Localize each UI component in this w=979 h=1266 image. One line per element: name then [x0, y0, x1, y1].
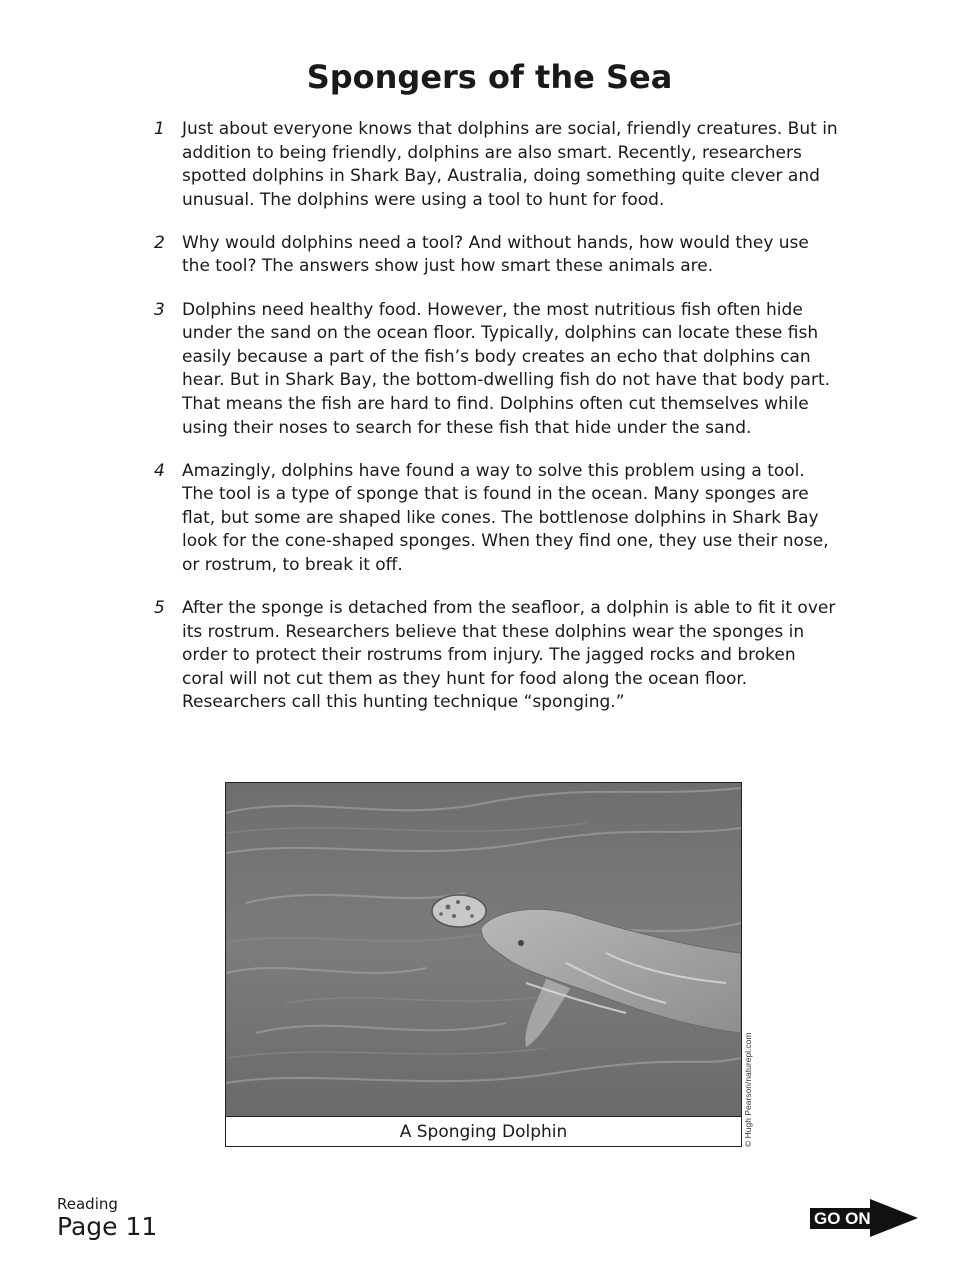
go-on-indicator: [810, 1197, 920, 1239]
photo-credit: © Hugh Pearson/naturepl.com: [743, 1032, 753, 1147]
paragraph-text: Just about everyone knows that dolphins are social, friendly creatures. But in addition to being friendly, dolphins are also smart. Recently, researchers spotted dolphins in Shark Bay, Australia, doing something quite clever and unusual. The dolphins were using a tool to hunt for food.: [182, 119, 838, 210]
paragraph-4: [150, 460, 840, 578]
section-label: Reading: [57, 1195, 118, 1213]
paragraph-3: [150, 299, 840, 441]
photo-figure: [225, 782, 742, 1147]
paragraph-number: 4: [154, 460, 165, 481]
paragraph-number: 3: [154, 299, 165, 320]
paragraph-text: Dolphins need healthy food. However, the most nutritious fish often hide under the sand on the ocean floor. Typically, dolphins can locate these fish easily because a part of the fish’s body creates an echo that dolphins can hear. But in Shark Bay, the bottom-dwelling fish do not have that body part. That means the fish are hard to find. Dolphins often cut themselves while using their noses to search for these fish that hide under the sand.: [182, 299, 831, 438]
paragraph-2: [150, 232, 840, 279]
dolphin-photo-illustration: [226, 783, 741, 1116]
paragraph-text: Why would dolphins need a tool? And without hands, how would they use the tool? The answers show just how smart these animals are.: [182, 232, 809, 277]
figure-caption: A Sponging Dolphin: [399, 1122, 568, 1142]
page-number: Page 11: [57, 1212, 158, 1241]
paragraph-5: [150, 597, 840, 715]
paragraph-number: 1: [154, 119, 165, 139]
page-title: Spongers of the Sea: [306, 58, 673, 96]
paragraph-number: 2: [154, 232, 165, 253]
paragraph-1: [150, 118, 840, 212]
paragraph-number: 5: [154, 598, 165, 619]
dolphin-photo: [226, 783, 741, 1117]
article-body: [150, 118, 840, 735]
paragraph-text: Amazingly, dolphins have found a way to solve this problem using a tool. The tool is a type of sponge that is found in the ocean. Many sponges are flat, but some are shaped like cones. The bottlenose dolphins in Shark Bay look for the cone-shaped sponges. When they find one, they use their nose, or rostrum, to break it off.: [182, 460, 829, 575]
paragraph-text: After the sponge is detached from the seafloor, a dolphin is able to fit it over its rostrum. Researchers believe that these dolphins wear the sponges in order to protect their rostrums from injury. The jagged rocks and broken coral will not cut them as they hunt for food along the ocean floor. Researchers call this hunting technique “sponging.”: [182, 598, 836, 713]
go-on-label: GO ON: [810, 1208, 880, 1229]
